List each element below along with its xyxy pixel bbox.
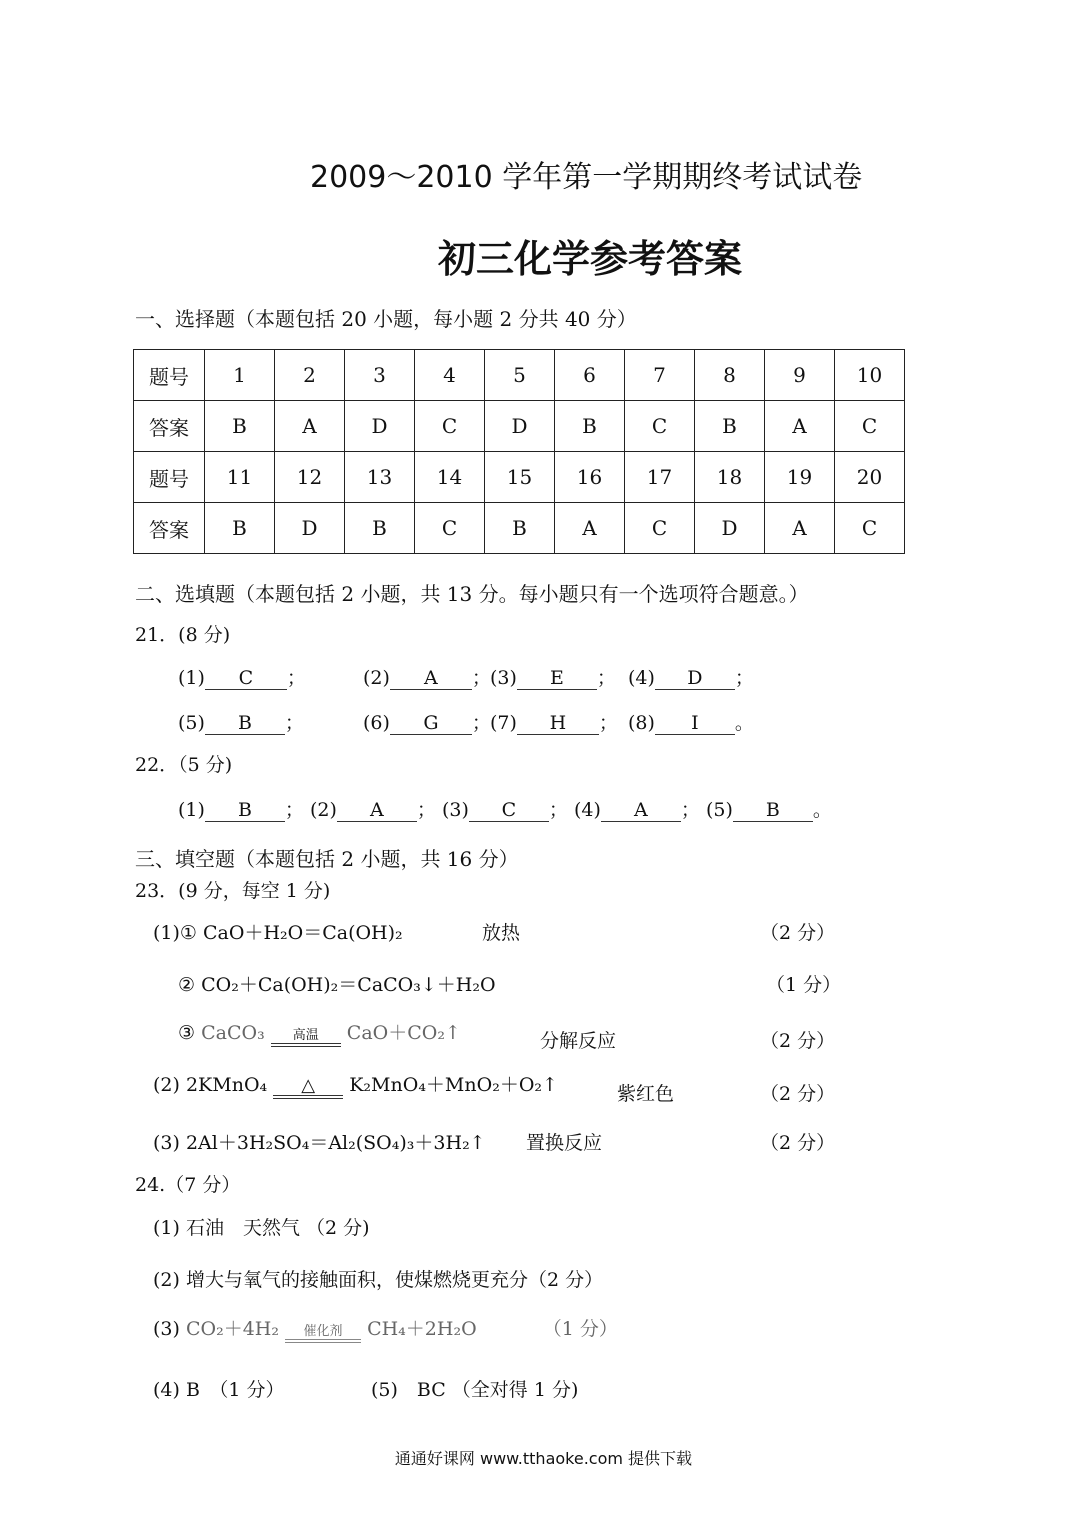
q23-line1-score: （2 分） xyxy=(760,922,836,944)
q-answer: C xyxy=(625,503,695,554)
row-label-num: 题号 xyxy=(134,452,205,503)
reaction-arrow: 催化剂 xyxy=(285,1325,361,1343)
q23-line4-score: （2 分） xyxy=(760,1083,836,1105)
q23-line3: ③ CaCO₃ 高温 CaO＋CO₂↑ xyxy=(178,1018,461,1047)
q-answer: B xyxy=(555,401,625,452)
q23-line5: (3) 2Al＋3H₂SO₄＝Al₂(SO₄)₃＋3H₂↑ xyxy=(153,1132,486,1154)
q23-line3-score: （2 分） xyxy=(760,1030,836,1052)
q-answer: B xyxy=(485,503,555,554)
q-num: 19 xyxy=(765,452,835,503)
reaction-arrow: △ xyxy=(273,1077,343,1099)
q-num: 12 xyxy=(275,452,345,503)
q21-item: (5) B ； xyxy=(178,712,304,734)
q21-item: (2) A ； xyxy=(363,667,491,689)
q21-item: (7) H ； xyxy=(490,712,618,734)
q-answer: C xyxy=(415,401,485,452)
q-num: 3 xyxy=(345,350,415,401)
row-label-ans: 答案 xyxy=(134,401,205,452)
q21-item: (1) C ； xyxy=(178,667,306,689)
q-answer: A xyxy=(765,503,835,554)
row-label-ans: 答案 xyxy=(134,503,205,554)
q-answer: C xyxy=(415,503,485,554)
q23-line2: ② CO₂＋Ca(OH)₂＝CaCO₃↓＋H₂O xyxy=(178,974,496,996)
q21-item: (8) I 。 xyxy=(628,712,754,734)
q-num: 4 xyxy=(415,350,485,401)
q23-line4: (2) 2KMnO₄ △ K₂MnO₄＋MnO₂＋O₂↑ xyxy=(153,1070,558,1099)
q21-item: (4) D ； xyxy=(628,667,754,689)
q-answer: C xyxy=(625,401,695,452)
q21-item: (3) E ； xyxy=(490,667,616,689)
q23-line1-note: 放热 xyxy=(482,922,521,944)
q23-label: 23．(9 分，每空 1 分) xyxy=(135,880,331,902)
q24-line3: (3) CO₂＋4H₂ 催化剂 CH₄＋2H₂O （1 分） xyxy=(153,1314,618,1343)
q-answer: B xyxy=(695,401,765,452)
table-row xyxy=(134,350,905,401)
q23-line3-note: 分解反应 xyxy=(540,1030,617,1052)
q-num: 5 xyxy=(485,350,555,401)
q23-line1: (1)① CaO＋H₂O＝Ca(OH)₂ xyxy=(153,922,403,944)
table-row xyxy=(134,503,905,554)
q-answer: A xyxy=(275,401,345,452)
exam-title: 2009～2010 学年第一学期期终考试试卷 xyxy=(310,160,863,195)
q-num: 14 xyxy=(415,452,485,503)
q-answer: D xyxy=(485,401,555,452)
q-answer: D xyxy=(695,503,765,554)
q-num: 15 xyxy=(485,452,555,503)
q22-label: 22．（5 分) xyxy=(135,754,233,776)
reaction-arrow: 高温 xyxy=(271,1029,341,1047)
answer-table xyxy=(133,349,905,554)
q-answer: B xyxy=(205,401,275,452)
section3-heading: 三、填空题（本题包括 2 小题，共 16 分） xyxy=(135,847,519,871)
q-num: 8 xyxy=(695,350,765,401)
section1-heading: 一、选择题（本题包括 20 小题，每小题 2 分共 40 分） xyxy=(135,307,637,331)
q-num: 9 xyxy=(765,350,835,401)
q-num: 1 xyxy=(205,350,275,401)
q21-label: 21．(8 分) xyxy=(135,624,231,646)
q22-answers: (1) B ； (2) A ； (3) C ； (4) A ； (5) B 。 xyxy=(178,799,832,821)
q-num: 18 xyxy=(695,452,765,503)
answer-title: 初三化学参考答案 xyxy=(438,237,743,281)
row-label-num: 题号 xyxy=(134,350,205,401)
q-num: 11 xyxy=(205,452,275,503)
q-num: 20 xyxy=(835,452,905,503)
q23-line5-note: 置换反应 xyxy=(526,1132,603,1154)
q-num: 17 xyxy=(625,452,695,503)
q-answer: D xyxy=(345,401,415,452)
table-row xyxy=(134,452,905,503)
footer-source: 通通好课网 www.tthaoke.com 提供下载 xyxy=(394,1449,693,1468)
q23-line2-score: （1 分） xyxy=(766,974,842,996)
section2-heading: 二、选填题（本题包括 2 小题，共 13 分。每小题只有一个选项符合题意。） xyxy=(135,582,809,606)
q24-line4: (4) B （1 分） xyxy=(153,1379,285,1401)
q-num: 2 xyxy=(275,350,345,401)
q24-line2: (2) 增大与氧气的接触面积，使煤燃烧更充分（2 分） xyxy=(153,1269,604,1291)
q-num: 6 xyxy=(555,350,625,401)
q-num: 7 xyxy=(625,350,695,401)
q24-line1: (1) 石油 天然气 （2 分) xyxy=(153,1217,370,1239)
q-answer: C xyxy=(835,503,905,554)
table-row xyxy=(134,401,905,452)
q24-line5: (5) BC （全对得 1 分) xyxy=(371,1379,579,1401)
q-answer: B xyxy=(205,503,275,554)
q-num: 13 xyxy=(345,452,415,503)
q-num: 10 xyxy=(835,350,905,401)
q-answer: D xyxy=(275,503,345,554)
q-answer: C xyxy=(835,401,905,452)
q24-label: 24.（7 分） xyxy=(135,1174,241,1196)
q-answer: A xyxy=(765,401,835,452)
q-answer: B xyxy=(345,503,415,554)
q23-line4-note: 紫红色 xyxy=(617,1083,675,1105)
q-num: 16 xyxy=(555,452,625,503)
q21-item: (6) G ； xyxy=(363,712,491,734)
q23-line5-score: （2 分） xyxy=(760,1132,836,1154)
q-answer: A xyxy=(555,503,625,554)
